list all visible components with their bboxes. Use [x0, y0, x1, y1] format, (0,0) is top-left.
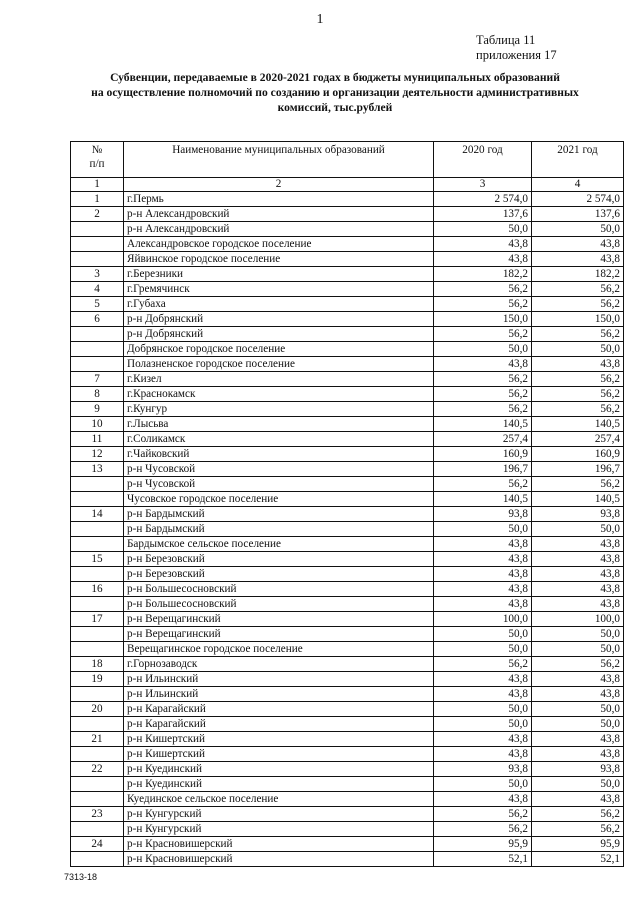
- row-number: [71, 477, 124, 492]
- table-row: [71, 777, 624, 792]
- row-name: г.Кунгур: [124, 402, 434, 417]
- table-row: [71, 837, 624, 852]
- footer-code: 7313-18: [64, 872, 98, 882]
- table-row: [71, 282, 624, 297]
- row-value-2021: 50,0: [532, 627, 624, 642]
- row-value-2020: 50,0: [434, 522, 532, 537]
- title-line-1: Субвенции, передаваемые в 2020-2021 годах в бюджеты муниципальных образований: [110, 71, 560, 84]
- table-row: [71, 522, 624, 537]
- row-number: 14: [71, 507, 124, 522]
- title-line-2: на осуществление полномочий по созданию и организации деятельности административных: [91, 86, 579, 99]
- row-number: 5: [71, 297, 124, 312]
- table-row: [71, 762, 624, 777]
- table-row: [71, 492, 624, 507]
- row-value-2021: 43,8: [532, 537, 624, 552]
- row-number: [71, 792, 124, 807]
- row-number: [71, 342, 124, 357]
- row-name: р-н Кишертский: [124, 732, 434, 747]
- row-name: р-н Куединский: [124, 762, 434, 777]
- table-row: [71, 552, 624, 567]
- row-name: Верещагинское городское поселение: [124, 642, 434, 657]
- row-value-2020: 50,0: [434, 342, 532, 357]
- row-value-2021: 196,7: [532, 462, 624, 477]
- row-value-2021: 43,8: [532, 252, 624, 267]
- row-value-2021: 50,0: [532, 717, 624, 732]
- row-value-2020: 43,8: [434, 792, 532, 807]
- row-value-2020: 56,2: [434, 387, 532, 402]
- table-row: [71, 567, 624, 582]
- row-name: р-н Куединский: [124, 777, 434, 792]
- table-row: [71, 327, 624, 342]
- row-name: г.Лысьва: [124, 417, 434, 432]
- row-number: [71, 627, 124, 642]
- row-number: 17: [71, 612, 124, 627]
- row-number: [71, 492, 124, 507]
- row-name: р-н Большесосновский: [124, 582, 434, 597]
- table-row: [71, 312, 624, 327]
- row-number: 11: [71, 432, 124, 447]
- row-name: р-н Добрянский: [124, 312, 434, 327]
- row-value-2021: 2 574,0: [532, 192, 624, 207]
- row-value-2020: 43,8: [434, 597, 532, 612]
- table-row: [71, 402, 624, 417]
- row-value-2021: 56,2: [532, 297, 624, 312]
- row-value-2021: 43,8: [532, 672, 624, 687]
- row-name: р-н Верещагинский: [124, 627, 434, 642]
- row-value-2020: 100,0: [434, 612, 532, 627]
- row-name: р-н Березовский: [124, 552, 434, 567]
- row-number: [71, 567, 124, 582]
- row-value-2021: 50,0: [532, 342, 624, 357]
- page-number: 1: [316, 12, 324, 27]
- row-value-2021: 50,0: [532, 642, 624, 657]
- table-row: [71, 627, 624, 642]
- row-number: [71, 687, 124, 702]
- table-row: [71, 687, 624, 702]
- row-value-2020: 140,5: [434, 492, 532, 507]
- subventions-table: [70, 141, 624, 867]
- row-value-2021: 43,8: [532, 552, 624, 567]
- row-value-2020: 50,0: [434, 642, 532, 657]
- row-number: [71, 597, 124, 612]
- row-value-2020: 43,8: [434, 672, 532, 687]
- row-value-2021: 182,2: [532, 267, 624, 282]
- row-value-2020: 43,8: [434, 567, 532, 582]
- row-name: р-н Бардымский: [124, 522, 434, 537]
- table-reference-line-1: Таблица 11: [476, 33, 536, 47]
- row-value-2021: 56,2: [532, 282, 624, 297]
- table-row: [71, 447, 624, 462]
- table-body: [71, 192, 624, 867]
- table-row: [71, 672, 624, 687]
- table-row: [71, 417, 624, 432]
- document-title: [70, 70, 600, 115]
- row-number: [71, 642, 124, 657]
- row-name: р-н Александровский: [124, 207, 434, 222]
- row-value-2020: 56,2: [434, 402, 532, 417]
- row-name: г.Чайковский: [124, 447, 434, 462]
- row-value-2020: 43,8: [434, 732, 532, 747]
- row-value-2020: 257,4: [434, 432, 532, 447]
- table-row: [71, 342, 624, 357]
- row-value-2020: 150,0: [434, 312, 532, 327]
- row-name: р-н Кунгурский: [124, 807, 434, 822]
- table-row: [71, 357, 624, 372]
- row-value-2020: 93,8: [434, 762, 532, 777]
- row-value-2021: 50,0: [532, 777, 624, 792]
- row-name: р-н Карагайский: [124, 717, 434, 732]
- row-name: р-н Бардымский: [124, 507, 434, 522]
- row-value-2020: 160,9: [434, 447, 532, 462]
- row-number: [71, 717, 124, 732]
- row-value-2020: 52,1: [434, 852, 532, 867]
- table-reference: [476, 33, 557, 63]
- row-number: 13: [71, 462, 124, 477]
- row-name: г.Кизел: [124, 372, 434, 387]
- row-number: 7: [71, 372, 124, 387]
- row-number: [71, 522, 124, 537]
- row-value-2020: 140,5: [434, 417, 532, 432]
- row-number: [71, 747, 124, 762]
- row-value-2021: 56,2: [532, 402, 624, 417]
- row-value-2020: 56,2: [434, 327, 532, 342]
- row-name: р-н Красновишерский: [124, 837, 434, 852]
- row-value-2021: 140,5: [532, 492, 624, 507]
- row-number: 23: [71, 807, 124, 822]
- row-number: 8: [71, 387, 124, 402]
- row-value-2020: 43,8: [434, 747, 532, 762]
- row-name: Добрянское городское поселение: [124, 342, 434, 357]
- row-value-2021: 50,0: [532, 702, 624, 717]
- table-reference-line-2: приложения 17: [476, 48, 557, 62]
- row-number: [71, 852, 124, 867]
- row-value-2021: 56,2: [532, 807, 624, 822]
- column-number-row: [71, 178, 624, 192]
- row-value-2020: 50,0: [434, 222, 532, 237]
- row-name: г.Губаха: [124, 297, 434, 312]
- row-name: р-н Чусовской: [124, 462, 434, 477]
- row-name: р-н Красновишерский: [124, 852, 434, 867]
- row-name: р-н Карагайский: [124, 702, 434, 717]
- row-name: р-н Добрянский: [124, 327, 434, 342]
- row-value-2020: 2 574,0: [434, 192, 532, 207]
- row-value-2020: 95,9: [434, 837, 532, 852]
- row-value-2021: 52,1: [532, 852, 624, 867]
- header-2021: 2021 год: [532, 142, 624, 178]
- row-number: 6: [71, 312, 124, 327]
- table-header-row: [71, 142, 624, 178]
- row-value-2021: 50,0: [532, 222, 624, 237]
- row-value-2021: 150,0: [532, 312, 624, 327]
- row-name: р-н Ильинский: [124, 672, 434, 687]
- row-number: 19: [71, 672, 124, 687]
- row-name: Бардымское сельское поселение: [124, 537, 434, 552]
- row-name: р-н Березовский: [124, 567, 434, 582]
- row-name: г.Пермь: [124, 192, 434, 207]
- row-value-2020: 196,7: [434, 462, 532, 477]
- row-value-2021: 93,8: [532, 507, 624, 522]
- row-value-2020: 50,0: [434, 702, 532, 717]
- table-row: [71, 642, 624, 657]
- column-number: 3: [434, 178, 532, 192]
- row-value-2020: 56,2: [434, 282, 532, 297]
- table-row: [71, 822, 624, 837]
- row-value-2021: 56,2: [532, 822, 624, 837]
- row-value-2021: 137,6: [532, 207, 624, 222]
- row-value-2021: 56,2: [532, 387, 624, 402]
- row-number: [71, 537, 124, 552]
- row-number: 12: [71, 447, 124, 462]
- row-value-2021: 43,8: [532, 567, 624, 582]
- table-row: [71, 462, 624, 477]
- row-number: 1: [71, 192, 124, 207]
- table-row: [71, 582, 624, 597]
- row-number: 3: [71, 267, 124, 282]
- row-value-2021: 95,9: [532, 837, 624, 852]
- table-row: [71, 267, 624, 282]
- table-row: [71, 252, 624, 267]
- table-row: [71, 432, 624, 447]
- header-num: № п/п: [71, 142, 124, 178]
- row-value-2021: 43,8: [532, 687, 624, 702]
- row-value-2020: 137,6: [434, 207, 532, 222]
- table-row: [71, 807, 624, 822]
- row-value-2020: 43,8: [434, 237, 532, 252]
- table-row: [71, 207, 624, 222]
- row-value-2020: 93,8: [434, 507, 532, 522]
- row-value-2021: 56,2: [532, 372, 624, 387]
- table-row: [71, 597, 624, 612]
- header-2020: 2020 год: [434, 142, 532, 178]
- row-value-2020: 43,8: [434, 552, 532, 567]
- row-value-2021: 100,0: [532, 612, 624, 627]
- row-value-2020: 43,8: [434, 357, 532, 372]
- row-name: р-н Верещагинский: [124, 612, 434, 627]
- row-value-2021: 43,8: [532, 597, 624, 612]
- column-number: 1: [71, 178, 124, 192]
- row-value-2020: 56,2: [434, 822, 532, 837]
- row-name: р-н Кунгурский: [124, 822, 434, 837]
- row-value-2021: 50,0: [532, 522, 624, 537]
- table-row: [71, 222, 624, 237]
- row-value-2021: 140,5: [532, 417, 624, 432]
- row-value-2020: 43,8: [434, 582, 532, 597]
- row-value-2021: 56,2: [532, 657, 624, 672]
- table-row: [71, 537, 624, 552]
- row-value-2020: 43,8: [434, 687, 532, 702]
- column-number: 4: [532, 178, 624, 192]
- row-number: [71, 222, 124, 237]
- table-row: [71, 237, 624, 252]
- table-row: [71, 702, 624, 717]
- row-name: р-н Чусовской: [124, 477, 434, 492]
- row-value-2020: 43,8: [434, 252, 532, 267]
- table-row: [71, 852, 624, 867]
- table-row: [71, 297, 624, 312]
- row-number: 4: [71, 282, 124, 297]
- row-number: 20: [71, 702, 124, 717]
- row-value-2021: 160,9: [532, 447, 624, 462]
- row-name: г.Соликамск: [124, 432, 434, 447]
- row-number: [71, 357, 124, 372]
- row-value-2021: 56,2: [532, 477, 624, 492]
- row-value-2021: 93,8: [532, 762, 624, 777]
- row-name: г.Краснокамск: [124, 387, 434, 402]
- row-value-2021: 43,8: [532, 792, 624, 807]
- row-value-2021: 43,8: [532, 237, 624, 252]
- row-name: г.Березники: [124, 267, 434, 282]
- table-row: [71, 477, 624, 492]
- row-name: р-н Кишертский: [124, 747, 434, 762]
- row-name: Яйвинское городское поселение: [124, 252, 434, 267]
- row-number: 9: [71, 402, 124, 417]
- row-number: [71, 777, 124, 792]
- row-name: г.Гремячинск: [124, 282, 434, 297]
- table-row: [71, 792, 624, 807]
- row-name: р-н Ильинский: [124, 687, 434, 702]
- row-number: 16: [71, 582, 124, 597]
- table-row: [71, 387, 624, 402]
- row-number: 24: [71, 837, 124, 852]
- row-value-2020: 50,0: [434, 777, 532, 792]
- row-value-2020: 50,0: [434, 717, 532, 732]
- column-number: 2: [124, 178, 434, 192]
- table-row: [71, 747, 624, 762]
- row-value-2020: 56,2: [434, 477, 532, 492]
- row-number: 21: [71, 732, 124, 747]
- row-name: Полазненское городское поселение: [124, 357, 434, 372]
- title-line-3: комиссий, тыс.рублей: [277, 101, 393, 114]
- row-value-2021: 43,8: [532, 582, 624, 597]
- row-number: 2: [71, 207, 124, 222]
- row-number: 22: [71, 762, 124, 777]
- row-number: 10: [71, 417, 124, 432]
- row-number: 18: [71, 657, 124, 672]
- row-value-2020: 56,2: [434, 297, 532, 312]
- table-row: [71, 657, 624, 672]
- row-number: 15: [71, 552, 124, 567]
- row-value-2020: 56,2: [434, 657, 532, 672]
- row-name: г.Горнозаводск: [124, 657, 434, 672]
- row-value-2021: 43,8: [532, 747, 624, 762]
- row-value-2020: 50,0: [434, 627, 532, 642]
- row-value-2021: 43,8: [532, 732, 624, 747]
- table-row: [71, 372, 624, 387]
- row-name: Куединское сельское поселение: [124, 792, 434, 807]
- row-value-2020: 56,2: [434, 807, 532, 822]
- row-number: [71, 252, 124, 267]
- row-value-2020: 182,2: [434, 267, 532, 282]
- row-number: [71, 237, 124, 252]
- row-name: Чусовское городское поселение: [124, 492, 434, 507]
- row-name: р-н Большесосновский: [124, 597, 434, 612]
- table-row: [71, 612, 624, 627]
- row-value-2021: 43,8: [532, 357, 624, 372]
- table-row: [71, 732, 624, 747]
- row-value-2020: 43,8: [434, 537, 532, 552]
- row-name: р-н Александровский: [124, 222, 434, 237]
- row-value-2021: 56,2: [532, 327, 624, 342]
- row-name: Александровское городское поселение: [124, 237, 434, 252]
- row-value-2020: 56,2: [434, 372, 532, 387]
- header-name: Наименование муниципальных образований: [124, 142, 434, 178]
- row-number: [71, 822, 124, 837]
- table-row: [71, 507, 624, 522]
- row-number: [71, 327, 124, 342]
- table-row: [71, 192, 624, 207]
- row-value-2021: 257,4: [532, 432, 624, 447]
- table-row: [71, 717, 624, 732]
